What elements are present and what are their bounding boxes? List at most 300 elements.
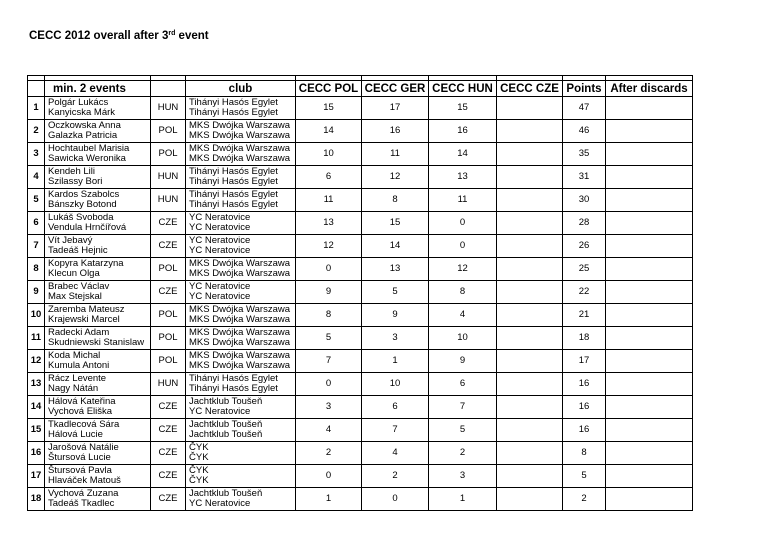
points-cell [563,465,606,488]
points-total: 35 [578,148,590,159]
score-hun: 12 [457,263,468,274]
country-cell [151,350,186,373]
rank-cell [28,189,45,212]
crew-cell [45,465,151,488]
club-cell [186,396,296,419]
score-cze-cell [497,212,563,235]
country-code: POL [158,148,178,159]
score-hun-cell [429,442,497,465]
rank-value: 15 [30,424,42,435]
score-ger: 11 [390,148,400,159]
country-cell [151,465,186,488]
score-hun-cell [429,373,497,396]
score-pol-cell [296,488,362,511]
club-cell [186,350,296,373]
score-pol-cell [296,212,362,235]
crew-name: Hlaváček Matouš [48,475,121,486]
score-hun-cell [429,258,497,281]
table-row [28,258,693,281]
header-after-discards: After discards [606,81,693,97]
score-cze-cell [497,143,563,166]
header-events: min. 2 events [45,81,151,97]
club-name: MKS Dwójka Warszawa [189,350,291,361]
points-total: 21 [578,309,590,320]
points-total: 16 [578,378,590,389]
club-cell [186,120,296,143]
crew-cell [45,419,151,442]
crew-cell [45,396,151,419]
crew-cell [45,304,151,327]
score-pol-cell [296,465,362,488]
points-total: 25 [578,263,590,274]
points-cell [563,281,606,304]
country-cell [151,212,186,235]
club-name: YC Neratovice [189,245,251,256]
table-row [28,143,693,166]
score-hun: 9 [459,355,466,366]
table-row [28,465,693,488]
rank-cell [28,488,45,511]
score-ger: 16 [389,125,401,136]
score-hun-cell [429,419,497,442]
rank-value: 9 [33,286,39,297]
points-cell [563,189,606,212]
score-ger-cell [362,235,429,258]
club-cell [186,235,296,258]
country-cell [151,304,186,327]
table-row [28,212,693,235]
score-hun: 15 [457,102,468,113]
country-code: POL [158,355,178,366]
club-name: MKS Dwójka Warszawa [189,327,291,338]
country-cell [151,97,186,120]
club-name: YC Neratovice [189,222,251,233]
score-cze-cell [497,327,563,350]
club-cell [186,166,296,189]
score-pol: 13 [323,217,334,228]
score-hun-cell [429,281,497,304]
after-discards-cell [606,373,693,396]
score-pol-cell [296,120,362,143]
rank-value: 1 [33,102,39,113]
header-country [151,81,186,97]
table-row [28,373,693,396]
after-discards-cell [606,166,693,189]
crew-name: Hochtaubel Marisia [48,143,130,154]
club-name: Jachtklub Toušeň [189,396,263,407]
score-hun: 0 [459,217,466,228]
crew-name: Kumula Antoni [48,360,110,371]
table-row [28,189,693,212]
country-cell [151,327,186,350]
score-pol: 2 [325,447,332,458]
crew-cell [45,442,151,465]
points-cell [563,488,606,511]
country-cell [151,258,186,281]
crew-cell [45,143,151,166]
club-name: ČYK [189,452,209,463]
header-ger: CECC GER [362,81,429,97]
crew-name: Oczkowska Anna [48,120,121,131]
crew-cell [45,488,151,511]
score-pol-cell [296,350,362,373]
country-code: HUN [157,194,179,205]
score-pol-cell [296,235,362,258]
score-ger: 1 [392,355,398,366]
crew-name: Tadeáš Hejnic [48,245,108,256]
club-name: MKS Dwójka Warszawa [189,314,291,325]
score-pol: 11 [323,194,334,205]
table-row [28,350,693,373]
score-ger: 7 [392,424,398,435]
score-ger-cell [362,304,429,327]
header-club: club [186,81,296,97]
crew-name: Max Stejskal [48,291,102,302]
rank-value: 16 [30,447,42,458]
rank-value: 7 [33,240,39,251]
score-ger-cell [362,166,429,189]
country-cell [151,488,186,511]
crew-name: Lukáš Svoboda [48,212,114,223]
score-hun-cell [429,465,497,488]
score-hun-cell [429,143,497,166]
score-ger: 6 [392,401,398,412]
country-code: POL [158,263,178,274]
score-ger: 14 [389,240,401,251]
crew-cell [45,97,151,120]
score-ger-cell [362,488,429,511]
country-cell [151,120,186,143]
crew-name: Vendula Hrnčířová [48,222,127,233]
score-ger: 9 [392,309,398,320]
after-discards-cell [606,465,693,488]
club-name: Tihányi Hasós Egylet [189,199,278,210]
points-total: 31 [578,171,590,182]
club-name: ČYK [189,475,209,486]
rank-value: 17 [30,470,42,481]
after-discards-cell [606,488,693,511]
after-discards-cell [606,327,693,350]
after-discards-cell [606,212,693,235]
score-pol: 10 [323,148,334,159]
score-ger: 2 [392,470,398,481]
points-cell [563,212,606,235]
after-discards-cell [606,442,693,465]
rank-value: 18 [30,493,42,504]
rank-cell [28,143,45,166]
score-ger-cell [362,120,429,143]
score-ger: 4 [392,447,398,458]
score-cze-cell [497,488,563,511]
points-total: 28 [578,217,590,228]
club-cell [186,304,296,327]
club-cell [186,419,296,442]
rank-value: 4 [33,171,39,182]
club-cell [186,258,296,281]
club-cell [186,442,296,465]
club-name: Tihányi Hasós Egylet [189,176,278,187]
score-pol: 5 [325,332,332,343]
score-pol: 0 [325,263,332,274]
crew-name: Koda Michal [48,350,101,361]
crew-name: Galazka Patricia [48,130,118,141]
crew-name: Klecun Olga [48,268,100,279]
country-code: CZE [158,447,178,458]
club-name: YC Neratovice [189,212,251,223]
crew-cell [45,212,151,235]
score-pol: 7 [325,355,332,366]
score-pol-cell [296,189,362,212]
club-cell [186,189,296,212]
after-discards-cell [606,97,693,120]
country-cell [151,143,186,166]
rank-cell [28,350,45,373]
points-cell [563,166,606,189]
country-cell [151,166,186,189]
crew-cell [45,189,151,212]
club-name: YC Neratovice [189,406,251,417]
score-cze-cell [497,258,563,281]
score-hun-cell [429,189,497,212]
score-pol-cell [296,97,362,120]
points-total: 46 [578,125,590,136]
crew-name: Polgár Lukács [48,97,109,108]
score-ger: 3 [392,332,398,343]
rank-cell [28,120,45,143]
score-ger-cell [362,419,429,442]
club-name: MKS Dwójka Warszawa [189,143,291,154]
crew-name: Vychová Eliška [48,406,113,417]
header-hun: CECC HUN [429,81,497,97]
club-cell [186,143,296,166]
points-total: 17 [578,355,590,366]
score-ger-cell [362,396,429,419]
score-cze-cell [497,120,563,143]
score-pol-cell [296,143,362,166]
after-discards-cell [606,350,693,373]
results-table [27,75,693,511]
score-pol: 0 [325,378,332,389]
country-code: CZE [158,286,178,297]
club-name: MKS Dwójka Warszawa [189,337,291,348]
points-cell [563,396,606,419]
score-pol: 9 [325,286,332,297]
crew-name: Vít Jebavý [48,235,93,246]
score-pol: 4 [325,424,332,435]
score-cze-cell [497,304,563,327]
country-code: POL [158,125,178,136]
score-hun: 16 [457,125,468,136]
rank-value: 11 [30,332,42,343]
rank-value: 8 [33,263,39,274]
header-row [28,81,693,97]
rank-cell [28,419,45,442]
crew-name: Zaremba Mateusz [48,304,125,315]
rank-value: 2 [33,125,39,136]
crew-cell [45,373,151,396]
club-name: MKS Dwójka Warszawa [189,130,291,141]
points-total: 2 [581,493,587,504]
score-cze-cell [497,373,563,396]
score-pol: 14 [323,125,334,136]
score-ger: 8 [392,194,398,205]
score-ger: 13 [389,263,401,274]
score-pol: 6 [325,171,332,182]
score-cze-cell [497,189,563,212]
points-total: 26 [578,240,590,251]
crew-cell [45,350,151,373]
points-cell [563,120,606,143]
score-hun: 7 [459,401,466,412]
rank-value: 3 [33,148,39,159]
table-row [28,327,693,350]
after-discards-cell [606,396,693,419]
header-rank [28,81,45,97]
crew-cell [45,166,151,189]
crew-name: Szilassy Bori [48,176,103,187]
crew-name: Tadeáš Tkadlec [48,498,115,509]
crew-cell [45,258,151,281]
score-hun: 6 [459,378,466,389]
title-tail: event [175,30,209,42]
table-row [28,396,693,419]
score-pol: 0 [325,470,332,481]
club-name: Tihányi Hasós Egylet [189,189,278,200]
country-code: HUN [157,378,179,389]
crew-name: Kardos Szabolcs [48,189,120,200]
score-ger: 5 [392,286,398,297]
crew-name: Štursová Pavla [48,465,112,476]
score-ger-cell [362,258,429,281]
country-cell [151,235,186,258]
points-cell [563,350,606,373]
score-hun: 8 [459,286,466,297]
page-title [29,30,209,42]
crew-name: Skudniewski Stanislaw [48,337,145,348]
score-ger: 0 [392,493,398,504]
rank-value: 6 [33,217,39,228]
after-discards-cell [606,281,693,304]
club-name: MKS Dwójka Warszawa [189,258,291,269]
crew-name: Hálová Kateřina [48,396,116,407]
table-row [28,304,693,327]
club-name: Tihányi Hasós Egylet [189,97,278,108]
score-pol-cell [296,419,362,442]
rank-cell [28,235,45,258]
after-discards-cell [606,419,693,442]
club-cell [186,488,296,511]
score-cze-cell [497,235,563,258]
crew-name: Štursová Lucie [48,452,111,463]
club-cell [186,97,296,120]
score-hun: 5 [459,424,466,435]
points-total: 5 [581,470,587,481]
score-pol: 1 [325,493,332,504]
club-name: MKS Dwójka Warszawa [189,120,291,131]
score-hun: 1 [459,493,466,504]
points-cell [563,97,606,120]
club-name: MKS Dwójka Warszawa [189,304,291,315]
points-total: 16 [578,401,590,412]
score-cze-cell [497,97,563,120]
club-cell [186,212,296,235]
score-pol-cell [296,258,362,281]
crew-cell [45,327,151,350]
crew-name: Bánszky Botond [48,199,117,210]
after-discards-cell [606,143,693,166]
score-hun-cell [429,396,497,419]
points-total: 18 [578,332,590,343]
points-total: 8 [581,447,587,458]
score-pol-cell [296,166,362,189]
score-pol-cell [296,396,362,419]
crew-name: Hálová Lucie [48,429,103,440]
club-name: Tihányi Hasós Egylet [189,383,278,394]
score-hun: 3 [459,470,466,481]
score-ger: 10 [389,378,401,389]
score-hun-cell [429,120,497,143]
score-ger: 12 [389,171,401,182]
points-cell [563,373,606,396]
after-discards-cell [606,258,693,281]
crew-name: Brabec Václav [48,281,110,292]
crew-name: Rácz Levente [48,373,107,384]
score-cze-cell [497,166,563,189]
header-cze: CECC CZE [497,81,563,97]
rank-cell [28,166,45,189]
rank-cell [28,442,45,465]
crew-name: Kanyicska Márk [48,107,116,118]
score-ger-cell [362,327,429,350]
score-pol-cell [296,442,362,465]
club-name: YC Neratovice [189,291,251,302]
score-hun: 13 [457,171,468,182]
rank-cell [28,465,45,488]
club-name: Jachtklub Toušeň [189,419,263,430]
crew-name: Tkadlecová Sára [48,419,120,430]
score-ger-cell [362,212,429,235]
score-pol-cell [296,304,362,327]
crew-name: Kopyra Katarzyna [48,258,124,269]
after-discards-cell [606,304,693,327]
score-cze-cell [497,350,563,373]
score-hun-cell [429,212,497,235]
points-cell [563,304,606,327]
country-code: POL [158,309,178,320]
points-total: 30 [578,194,590,205]
score-ger-cell [362,465,429,488]
crew-name: Vychová Zuzana [48,488,119,499]
table-row [28,97,693,120]
country-cell [151,396,186,419]
score-ger-cell [362,442,429,465]
club-cell [186,465,296,488]
after-discards-cell [606,120,693,143]
crew-name: Nagy Nátán [48,383,99,394]
score-cze-cell [497,281,563,304]
country-cell [151,281,186,304]
score-hun: 0 [459,240,466,251]
rank-cell [28,258,45,281]
club-name: MKS Dwójka Warszawa [189,153,291,164]
country-cell [151,373,186,396]
crew-cell [45,281,151,304]
score-hun-cell [429,327,497,350]
score-ger-cell [362,97,429,120]
score-ger-cell [362,143,429,166]
rank-value: 10 [30,309,42,320]
score-pol-cell [296,327,362,350]
